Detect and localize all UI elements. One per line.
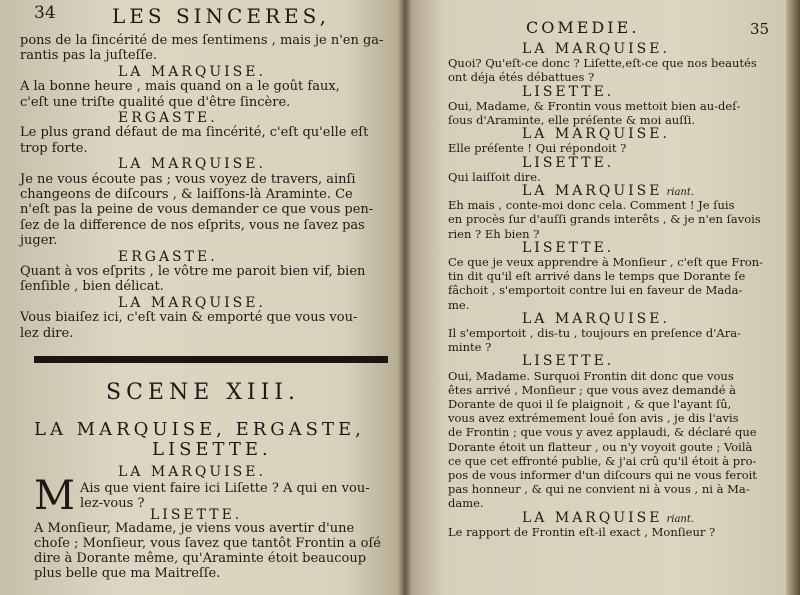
text-line: Ais que vient faire ici Liſette ? A qui en vou- [80,481,370,496]
scene-cast: LA MARQUISE, ERGASTE, [34,419,365,440]
text-line: ont déja étés débattues ? [448,70,595,85]
text-line: Je ne vous écoute pas ; vous voyez de travers, ainſi [20,171,356,187]
text-line: rien ? Eh bien ? [448,226,540,241]
speaker-label [522,353,614,369]
text-line: lez dire. [20,325,74,341]
speaker-name: LA MARQUISE. [522,310,670,327]
text-line: pas honneur , & qui ne convient ni à vous , ni à Ma- [448,482,750,497]
text-line: Oui, Madame. Surquoi Frontin dit donc que vous [448,368,734,383]
speaker-name: LA MARQUISE. [118,294,266,311]
speaker-name: LA MARQUISE. [118,63,266,80]
speaker-name: LISETTE. [522,83,615,100]
text-line: juger. [20,233,58,249]
speaker-label [118,249,218,265]
running-head: COMEDIE. [526,18,640,37]
text-line: Quoi? Qu'eſt-ce donc ? Liſette,eſt-ce que nos beautés [448,56,757,71]
text-line: Vous biaiſez ici, c'eſt vain & emporté que vous vou- [20,310,358,326]
speaker-name: LA MARQUISE. [118,156,266,173]
speaker-name: LISETTE. [522,353,615,370]
speaker-label [522,510,694,526]
text-line: A la bonne heure , mais quand on a le goût faux, [20,79,340,95]
stage-direction: riant. [666,513,695,525]
text-line: lez-vous ? [80,496,145,511]
speaker-label [522,84,614,100]
speaker-label: LA MARQUISE. [118,464,266,480]
speaker-name: LA MARQUISE [522,183,663,199]
text-line: dire à Dorante même, qu'Araminte étoit beaucoup [34,551,367,566]
text-line: Quant à vos eſprits , le vôtre me paroit bien vif, bien [20,264,366,279]
speaker-label: LISETTE. [150,507,243,523]
text-line: fâchoit , s'emportoit contre lui en faveur de Mada- [448,283,743,298]
text-line: dame. [448,496,484,511]
speaker-name: LISETTE. [522,154,615,171]
speaker-label [522,41,670,57]
text-line: ſous d'Araminte, elle préſente & moi auſſi. [448,113,696,127]
text-line: rantis pas la juſteſſe. [20,48,158,64]
speaker-name: ERGASTE. [118,110,218,126]
text-line: trop forte. [20,140,88,156]
text-line: pons de la ſincérité de mes ſentimens , mais je n'en ga- [20,33,384,48]
text-line: pos de vous informer d'un diſcours qui ne vous feroit [448,468,757,482]
speaker-name: LISETTE. [522,239,615,256]
speaker-label [118,156,266,172]
text-line: Ce que je veux apprendre à Monſieur , c'eſt que Fron- [448,255,764,269]
text-line: Qui laiſſoit dire. [448,169,541,184]
speaker-label [118,295,266,311]
text-line: Dorante étoit un flatteur , ou n'y voyoit goute ; Voilà [448,439,753,454]
text-line: ce que cet effronté publie, & j'ai crû qu'il étoit à pro- [448,453,757,468]
page-number: 35 [750,20,770,38]
stage-direction: riant. [666,187,695,198]
page-edges [786,0,800,595]
text-line: changeons de diſcours , & laiſſons-là Araminte. Ce [20,187,353,202]
speaker-label [522,240,614,256]
text-line: en procès ſur d'auſſi grands interêts , & je n'en ſavois [448,212,761,227]
text-line: A Monſieur, Madame, je viens vous avertir d'une [34,521,355,536]
book-gutter [398,0,412,595]
running-head: LES SINCERES, [112,4,330,28]
text-line: ſez de la difference de nos eſprits, vous ne ſavez pas [20,217,365,233]
text-line: Le rapport de Frontin eſt-il exact , Monſieur ? [448,524,716,539]
text-line: plus belle que ma Maitreſſe. [34,566,221,581]
text-line: Elle préſente ! Qui répondoit ? [448,141,627,156]
speaker-label [522,126,670,142]
text-line: me. [448,297,470,312]
right-page [404,0,800,595]
scene-cast-continued: LISETTE. [152,439,272,460]
speaker-label [522,183,694,199]
text-line: êtes arrivé , Monſieur ; que vous avez demandé à [448,382,737,397]
speaker-label [118,110,218,126]
speaker-name: LA MARQUISE [522,509,663,526]
text-line: Dorante de quoi il ſe plaignoit , & que l'ayant ſû, [448,397,732,411]
text-line: vous avez extrémement loué ſon avis , je dis l'avis [448,411,739,426]
text-line: choſe ; Monſieur, vous ſavez que tantôt Frontin a oſé [34,536,381,551]
speaker-label [522,155,614,171]
speaker-name: ERGASTE. [118,248,218,265]
page-number: 34 [34,3,56,23]
text-line: Il s'emportoit , dis-tu , toujours en preſence d'Ara- [448,326,741,340]
text-line: Eh mais , conte-moi donc cela. Comment ! Je ſuis [448,198,735,213]
text-line: Oui, Madame, & Frontin vous mettoit bien au-deſ- [448,98,741,113]
text-line: de Frontin ; que vous y avez applaudi, & déclaré que [448,425,757,440]
text-line: Le plus grand défaut de ma ſincérité, c'eſt qu'elle eſt [20,125,369,141]
speaker-name: LA MARQUISE. [522,126,670,143]
scene-title: SCENE XIII. [106,380,300,405]
text-line: minte ? [448,340,492,355]
text-line: ſenſible , bien délicat. [20,279,164,295]
text-line: c'eſt une triſte qualité que d'être ſincère. [20,94,291,110]
text-line: n'eſt pas la peine de vous demander ce que vous pen- [20,202,374,218]
speaker-name: LA MARQUISE. [522,41,670,57]
speaker-label [522,311,670,327]
drop-cap: M [34,473,75,519]
speaker-label [118,64,266,80]
text-line: tin dit qu'il eſt arrivé dans le temps que Dorante ſe [448,269,746,284]
section-rule [34,356,388,363]
